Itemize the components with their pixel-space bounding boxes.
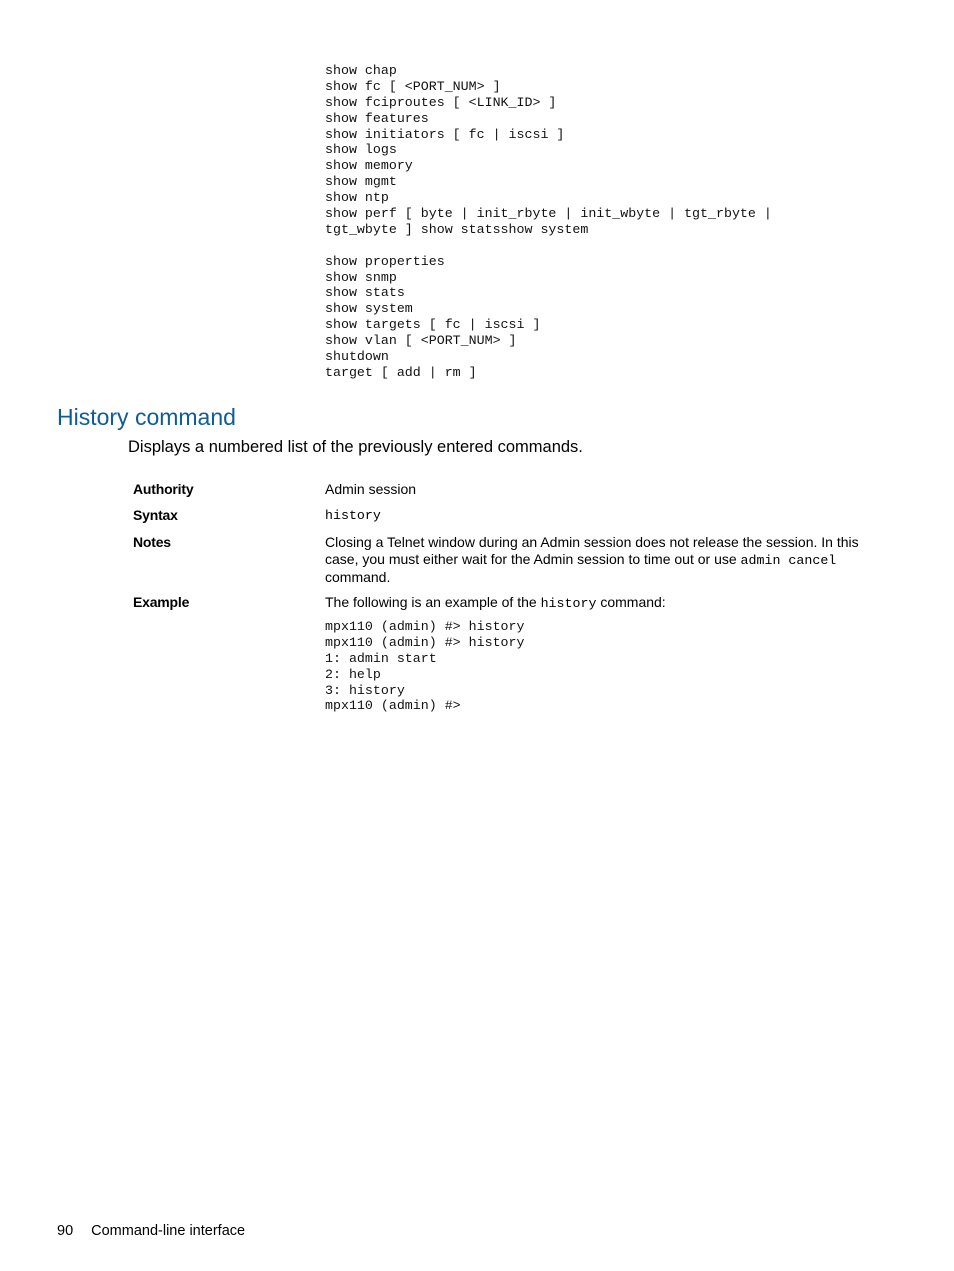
example-inline-code: history [540, 596, 597, 611]
example-code-line: 1: admin start [325, 650, 437, 666]
code-line: show features [325, 110, 429, 126]
syntax-label: Syntax [133, 507, 178, 523]
example-label: Example [133, 594, 190, 610]
code-line: tgt_wbyte ] show statsshow system [325, 221, 589, 237]
page-footer [57, 1222, 245, 1240]
notes-text-after: command. [325, 569, 391, 585]
code-line: show vlan [ <PORT_NUM> ] [325, 333, 517, 349]
page-number: 90 [57, 1223, 74, 1239]
example-text-after: command: [596, 594, 666, 610]
code-line: show mgmt [325, 174, 397, 190]
code-line: show fc [ <PORT_NUM> ] [325, 78, 501, 94]
example-code-line: 2: help [325, 666, 381, 682]
example-code-line: 3: history [325, 682, 405, 698]
code-line: show logs [325, 142, 397, 158]
notes-text-before: Closing a Telnet window during an Admin session does not release the session. In this case, you must either wait for the Admin session to time out or use [325, 534, 859, 567]
code-line: show system [325, 301, 413, 317]
code-line: show memory [325, 158, 413, 174]
authority-label: Authority [133, 481, 194, 497]
code-line: show initiators [ fc | iscsi ] [325, 126, 565, 142]
example-code-line: mpx110 (admin) #> history [325, 634, 525, 650]
notes-inline-code: admin cancel [740, 553, 837, 568]
authority-value: Admin session [325, 481, 417, 497]
notes-text [325, 534, 865, 586]
code-line: show fciproutes [ <LINK_ID> ] [325, 94, 557, 110]
code-line: shutdown [325, 349, 389, 365]
example-text [325, 594, 865, 612]
code-line: show ntp [325, 190, 389, 206]
code-line [325, 238, 772, 254]
section-title: History command [57, 404, 236, 430]
example-code-line: mpx110 (admin) #> [325, 698, 461, 714]
code-line: show targets [ fc | iscsi ] [325, 317, 541, 333]
code-line: show chap [325, 63, 397, 78]
syntax-value: history [325, 508, 381, 523]
code-line: show perf [ byte | init_rbyte | init_wbyte | tgt_rbyte | [325, 206, 772, 222]
example-text-before: The following is an example of the [325, 594, 541, 610]
code-line: target [ add | rm ] [325, 364, 477, 380]
example-code-block [325, 619, 525, 714]
notes-label: Notes [133, 534, 171, 550]
command-list-code-block [325, 63, 772, 381]
code-line: show snmp [325, 269, 397, 285]
code-line: show stats [325, 285, 405, 301]
example-code-line: mpx110 (admin) #> history [325, 619, 525, 634]
chapter-title: Command-line interface [91, 1223, 246, 1239]
code-line: show properties [325, 253, 445, 269]
section-intro: Displays a numbered list of the previously entered commands. [128, 438, 583, 456]
